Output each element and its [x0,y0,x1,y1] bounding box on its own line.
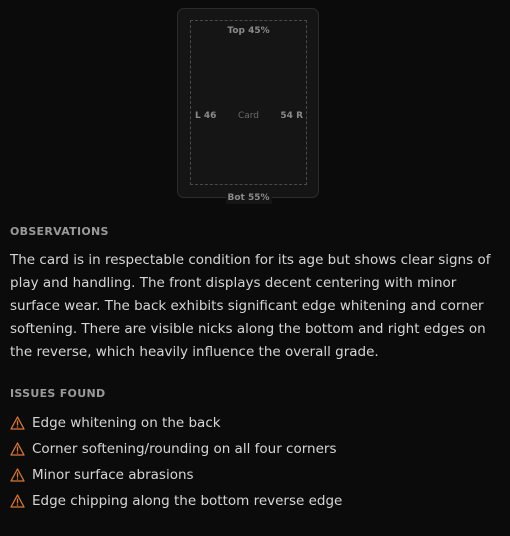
issue-item [10,488,500,514]
issue-text: Minor surface abrasions [32,467,194,483]
right-centering-label: 54 R [280,111,303,121]
card-inner-border [190,20,307,203]
issue-text: Edge whitening on the back [32,415,221,431]
warning-triangle-icon [10,468,25,482]
warning-triangle-icon [10,494,25,508]
issue-text: Corner softening/rounding on all four corners [32,441,337,457]
card-centering-diagram [177,8,319,203]
issues-heading: ISSUES FOUND [10,387,106,400]
warning-triangle-icon [10,416,25,430]
issue-text: Edge chipping along the bottom reverse edge [32,493,343,509]
issue-item [10,462,500,488]
issue-item [10,410,500,436]
card-label: Card [237,111,260,121]
bottom-centering-label: Bot 55% [227,193,270,203]
observations-heading: OBSERVATIONS [10,225,109,238]
left-centering-label: L 46 [195,111,217,121]
top-centering-label: Top 45% [227,26,270,36]
warning-triangle-icon [10,442,25,456]
issues-list [10,410,500,514]
issue-item [10,436,500,462]
observations-text: The card is in respectable condition for its age but shows clear signs of play and handling. The front displays decent centering with minor surface wear. The back exhibits significant edge whitening and corner softening. There are visible nicks along the bottom and right edges on the reverse, which heavily influence the overall grade. [10,252,491,360]
